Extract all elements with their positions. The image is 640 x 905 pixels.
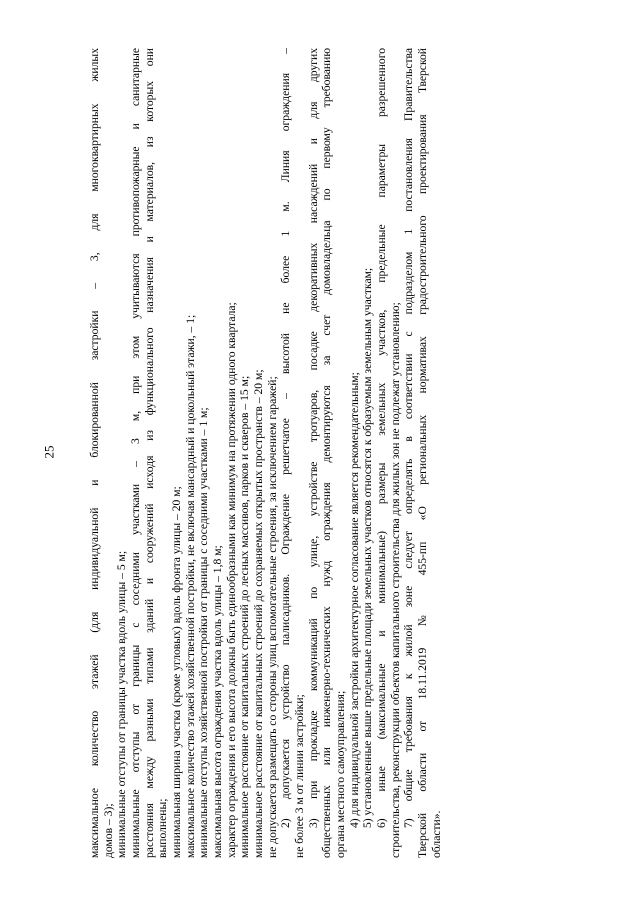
text-line: максимальное количество этажей хозяйственной постройки, не включая мансардный и цокольный этажи, – 1; <box>183 314 197 858</box>
text-line: характер ограждения и его высота должны быть единообразными как минимум на протяжении одного квартала; <box>224 302 238 858</box>
text-line: минимальное расстояние от капитальных строений до сохраняемых открытых пространств – 20 м; <box>252 369 266 858</box>
text-line: строительства, реконструкции объектов капитального строительства для жилых зон не подлежат установлению; <box>388 302 402 858</box>
text-line: минимальные отступы от границы с соседними участками – 3 м, при этом учитываются противопожарные и санитарные <box>129 48 143 858</box>
text-line: не более 3 м от линии застройки; <box>293 694 307 858</box>
text-line: органа местного самоуправления; <box>334 690 348 858</box>
text-line: 3) при прокладке коммуникаций по улице, устройстве тротуаров, посадке декоративных насаждений и для других <box>306 48 320 828</box>
text-line: Тверской области от 18.11.2019 № 455-пп «О региональных нормативах градостроительного проектирования Тверской <box>416 48 430 858</box>
text-line: выполнены; <box>156 798 170 858</box>
text-line: минимальные отступы от границы участка вдоль улицы – 5 м; <box>115 550 129 858</box>
text-line: минимальные отступы хозяйственной постройки от границы с соседними участками – 1 м; <box>197 407 211 858</box>
text-line: максимальное количество этажей (для индивидуальной и блокированной застройки – 3, для многоквартирных жилых <box>88 48 101 858</box>
text-line: минимальное расстояние от капитальных строений до лесных массивов, парков и скверов – 15 м; <box>238 375 252 858</box>
text-line: 4) для индивидуальной застройки архитектурное согласование является рекомендательным; <box>347 372 361 828</box>
text-line: 2) допускается устройство палисадников. Ограждение решетчатое – высотой не более 1 м. Линия ограждения – <box>279 48 293 828</box>
text-line: 7) общие требования к жилой зоне следует определять в соответствии с подразделом 1 постановления Правительства <box>402 48 416 828</box>
text-line: 6) иные (максимальные и минимальные) размеры земельных участков, предельные параметры разрешенного <box>375 48 389 828</box>
page-number: 25 <box>41 445 57 459</box>
text-line: расстояния между разными типами зданий и сооружений исходя из функционального назначения и материалов, из которых они <box>142 48 156 858</box>
text-line: максимальная высота ограждения участка вдоль улицы – 1,8 м; <box>211 545 225 858</box>
text-line: не допускается размещать со стороны улиц вспомогательные строения, за исключением гаражей; <box>265 376 279 858</box>
rotated-text-block <box>88 48 524 858</box>
text-line: области». <box>429 810 443 858</box>
text-line: 5) установленные выше предельные площади земельных участков относятся к образуемым земельным участкам; <box>361 267 375 828</box>
text-line: домов – 3); <box>101 803 115 858</box>
text-line: общественных или инженерно-технических нужд ограждения демонтируются за счет домовладельца по первому требованию <box>320 48 334 858</box>
text-line: минимальная ширина участка (кроме угловых) вдоль фронта улицы – 20 м; <box>170 486 184 858</box>
